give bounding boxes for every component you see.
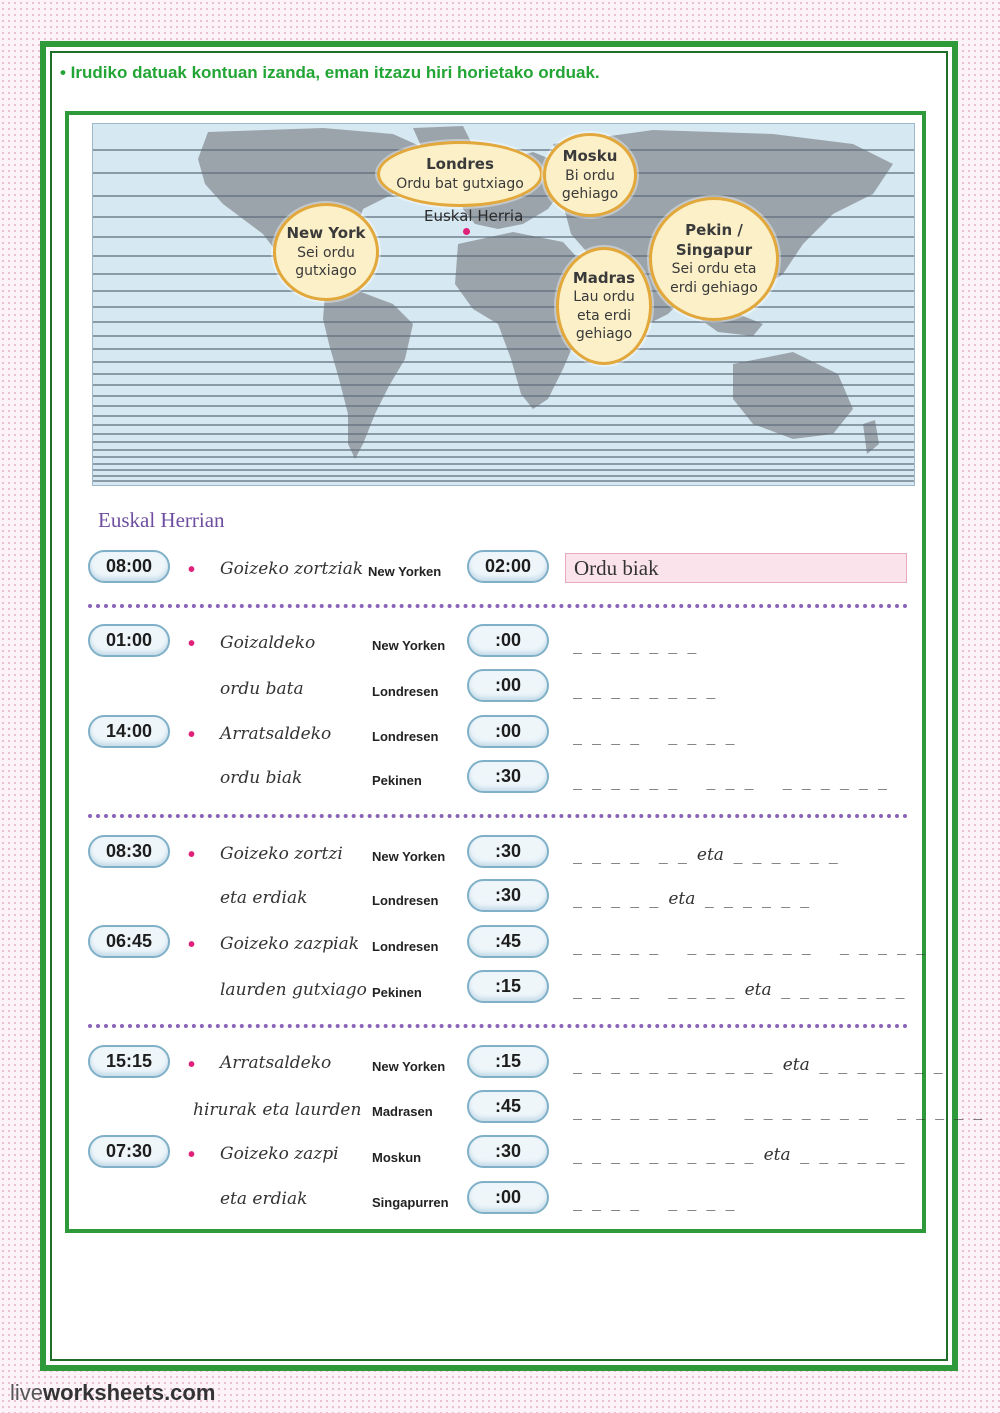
city-label: Londresen [372,684,439,699]
bubble-city: New York [286,224,366,243]
phrase: Goizeko zazpiak [220,934,360,954]
phrase: hirurak eta laurden [193,1100,362,1120]
footer-logo [10,1380,215,1406]
bullet: • [188,934,196,956]
answer-blank[interactable]: _ _ _ _ _ _ _ _ _ _ _ _ _ _ _ [573,772,888,790]
bubble-city: Mosku [562,147,618,166]
result-input[interactable]: :00 [467,715,549,748]
phrase: Arratsaldeko [220,1053,332,1073]
time-box: 06:45 [88,925,170,958]
bubble-line: Lau ordu [573,289,635,306]
phrase: Arratsaldeko [220,724,332,744]
eta-word: eta [763,1145,791,1165]
time-box: 14:00 [88,715,170,748]
bullet: • [188,724,196,746]
result-box: 02:00 [467,550,549,583]
bubble-line: Sei ordu [297,244,355,261]
divider [88,604,908,608]
answer-blank[interactable] [573,845,838,865]
city-label: Singapurren [372,1195,449,1210]
result-input[interactable]: :00 [467,1181,549,1214]
divider [88,1024,908,1028]
blank-part: _ _ _ _ _ _ [790,1146,906,1164]
city-label: Madrasen [372,1104,433,1119]
bubble-city: Pekin / [685,221,743,240]
result-input[interactable]: :30 [467,760,549,793]
answer-box: Ordu biak [565,553,907,583]
time-box: 07:30 [88,1135,170,1168]
blank-part: _ _ _ _ _ [573,890,669,908]
euskal-herria-dot [463,228,470,235]
answer-blank[interactable]: _ _ _ _ _ _ _ _ _ _ _ _ _ _ _ _ _ [573,937,926,955]
phrase: eta erdiak [220,1189,308,1209]
result-input[interactable]: :45 [467,925,549,958]
city-label: New Yorken [372,638,446,653]
answer-blank[interactable]: _ _ _ _ _ _ _ _ [573,1193,736,1211]
result-input[interactable]: :15 [467,970,549,1003]
bubble-line: gehiago [561,185,619,202]
time-box: 08:00 [88,550,170,583]
time-box: 08:30 [88,835,170,868]
blank-part: _ _ _ _ _ _ _ [809,1056,944,1074]
answer-blank[interactable]: _ _ _ _ _ _ _ _ [573,681,716,699]
phrase: ordu bata [220,679,304,699]
city-label: Londresen [372,939,439,954]
time-box: 01:00 [88,624,170,657]
phrase: Goizeko zortzi [220,844,343,864]
city-label: New Yorken [368,564,442,579]
city-label: New Yorken [372,849,446,864]
blank-part: _ _ _ _ _ _ _ _ _ _ _ [573,1056,783,1074]
answer-blank[interactable] [573,889,810,909]
answer-blank[interactable]: _ _ _ _ _ _ _ [573,636,697,654]
instruction: • Irudiko datuak kontuan izanda, eman itzazu hiri horietako orduak. [60,63,600,82]
phrase: laurden gutxiago [220,980,367,1000]
euskal-herria-label: Euskal Herria [424,207,524,225]
footer-prefix: live [10,1380,44,1405]
result-input[interactable]: :15 [467,1045,549,1078]
result-input[interactable]: :30 [467,835,549,868]
result-input[interactable]: :00 [467,624,549,657]
eta-word: eta [744,980,772,1000]
bubble-line: eta erdi [576,307,632,324]
phrase: eta erdiak [220,888,308,908]
blank-part: _ _ _ _ _ _ [695,890,810,908]
eta-word: eta [782,1055,810,1075]
city-label: Moskun [372,1150,422,1165]
blank-part: _ _ _ _ _ _ [723,846,839,864]
bubble-pekin [649,197,779,321]
bubble-city: Singapur [675,240,753,259]
bubble-line: Sei ordu eta [671,261,757,278]
time-box: 15:15 [88,1045,170,1078]
result-input[interactable]: :00 [467,669,549,702]
blank-part: _ _ _ _ _ _ _ _ [573,981,745,999]
result-input[interactable]: :45 [467,1090,549,1123]
blank-part: _ _ _ _ _ _ _ _ _ _ [573,1146,764,1164]
bubble-madras [556,247,652,365]
answer-blank[interactable] [573,1055,943,1075]
result-input[interactable]: :30 [467,1135,549,1168]
bullet: • [188,1144,196,1166]
city-label: New Yorken [372,1059,446,1074]
bullet: • [188,1054,196,1076]
blank-part: _ _ _ _ _ _ [573,846,697,864]
bubble-londres [377,141,543,207]
bubble-mosku [543,133,637,217]
bullet: • [188,633,196,655]
bubble-new-york [273,203,379,301]
blank-part: _ _ _ _ _ _ _ [771,981,906,999]
phrase: ordu biak [220,768,303,788]
bubble-line: Bi ordu [565,167,615,184]
phrase: Goizeko zortziak [220,559,364,579]
bullet: • [188,844,196,866]
answer-blank[interactable] [573,980,905,1000]
bubble-line: Ordu bat gutxiago [396,175,524,192]
bubble-line: gutxiago [295,262,357,279]
answer-blank[interactable] [573,1145,905,1165]
answer-blank[interactable]: _ _ _ _ _ _ _ _ [573,727,736,745]
city-label: Pekinen [372,985,422,1000]
bubble-line: gehiago [575,325,633,342]
footer-brand: worksheets.com [43,1380,216,1405]
bubble-city: Madras [572,268,636,287]
city-label: Londresen [372,893,439,908]
phrase: Goizeko zazpi [220,1144,339,1164]
phrase: Goizaldeko [220,633,316,653]
section-title: Euskal Herrian [98,508,225,532]
divider [88,814,908,818]
eta-word: eta [696,845,724,865]
result-input[interactable]: :30 [467,879,549,912]
city-label: Pekinen [372,773,422,788]
bubble-city: Londres [426,155,494,174]
city-label: Londresen [372,729,439,744]
bubble-line: erdi gehiago [670,279,758,296]
eta-word: eta [668,889,696,909]
answer-blank[interactable]: _ _ _ _ _ _ _ _ _ _ _ _ _ _ _ _ _ _ _ _ [573,1102,983,1120]
bullet: • [188,559,196,581]
